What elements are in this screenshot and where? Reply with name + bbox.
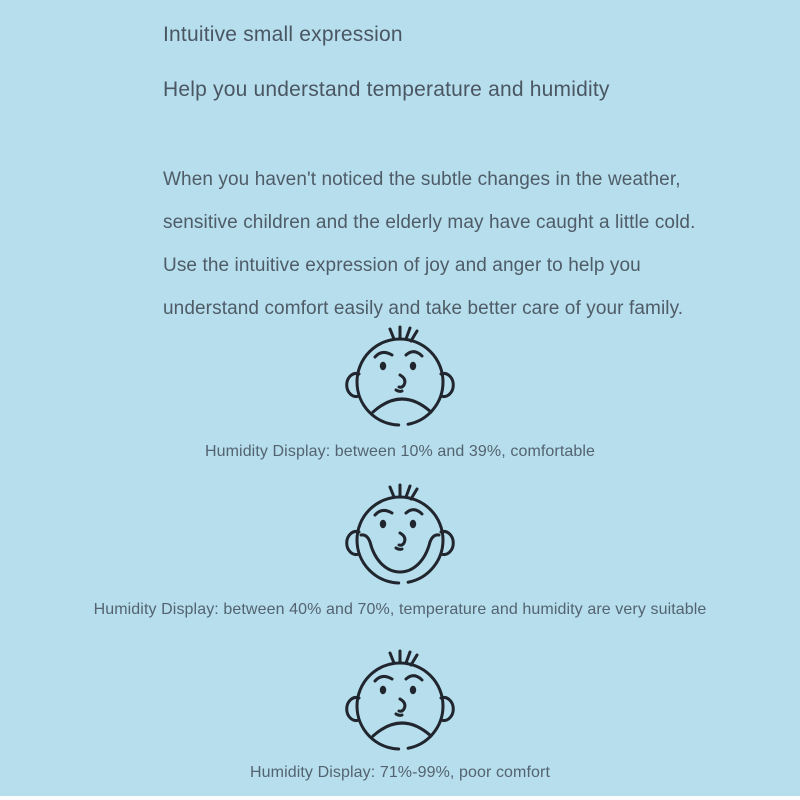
description-line: understand comfort easily and take better care of your family. <box>163 298 684 319</box>
bottom-edge-strip <box>0 796 800 800</box>
sad-baby-face-icon <box>342 648 458 764</box>
description-line: sensitive children and the elderly may have caught a little cold. <box>163 212 696 233</box>
humidity-range-caption: Humidity Display: between 40% and 70%, temperature and humidity are very suitable <box>93 601 707 618</box>
sad-baby-face-icon <box>342 324 458 440</box>
title-line-1: Intuitive small expression <box>163 23 403 46</box>
description-paragraph <box>163 158 695 330</box>
description-line: Use the intuitive expression of joy and anger to help you <box>163 255 641 276</box>
baby-face-drawing <box>342 482 458 598</box>
humidity-range-caption: Humidity Display: 71%-99%, poor comfort <box>249 764 550 781</box>
baby-face-drawing <box>342 324 458 440</box>
baby-face-drawing <box>342 648 458 764</box>
happy-baby-face-icon <box>342 482 458 598</box>
humidity-range-caption: Humidity Display: between 10% and 39%, comfortable <box>204 443 596 460</box>
description-line: When you haven't noticed the subtle changes in the weather, <box>163 169 681 190</box>
title-line-2: Help you understand temperature and humidity <box>163 78 610 101</box>
